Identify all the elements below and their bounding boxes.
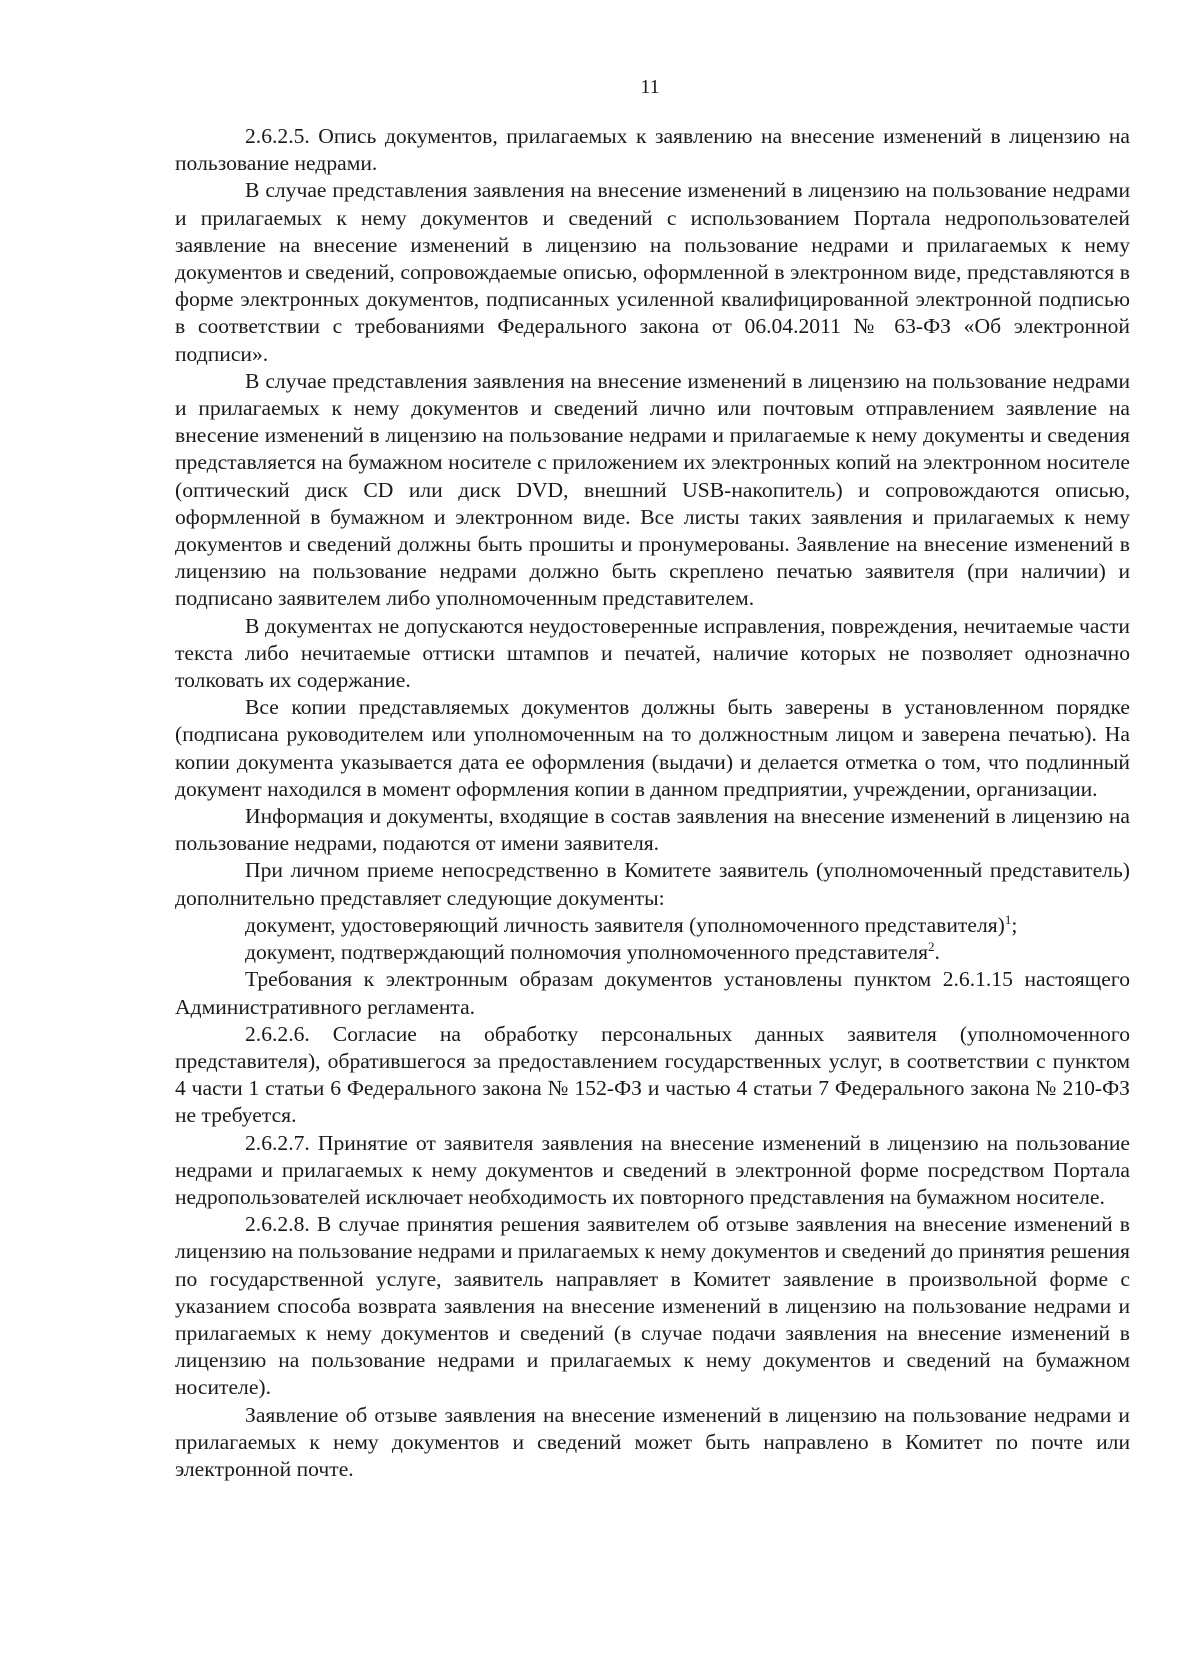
- footnote-ref: 2: [928, 938, 935, 954]
- list-item-authority-document: [175, 939, 1130, 966]
- list-item-punct: .: [934, 940, 940, 965]
- paragraph-electronic-images: Требования к электронным образам документов установлены пунктом 2.6.1.15 настоящего Административного регламента.: [175, 967, 1130, 1019]
- paragraph-portal-submission: В случае представления заявления на внесение изменений в лицензию на пользование недрами и прилагаемых к нему документов и сведений с использованием Портала недропользователей заявление на внесение изменений в лицензию на пользование недрами и прилагаемых к нему документов и сведений, сопровождаемые описью, оформленной в электронном виде, представляются в форме электронных документов, подписанных усиленной квалифицированной электронной подписью в соответствии с требованиями Федерального закона от 06.04.2011 № 63-ФЗ «Об электронной подписи».: [175, 178, 1130, 366]
- paragraph-withdrawal-delivery: Заявление об отзыве заявления на внесение изменений в лицензию на пользование недрами и прилагаемых к нему документов и сведений может быть направлено в Комитет по почте или электронной почте.: [175, 1402, 1130, 1481]
- list-item-text: документ, удостоверяющий личность заявителя (уполномоченного представителя): [245, 912, 1005, 937]
- paragraph-certified-copies: Все копии представляемых документов должны быть заверены в установленном порядке (подписана руководителем или уполномоченным на то должностным лицом и заверена печатью). На копии документа указывается дата ее оформления (выдачи) и делается отметка о том, что подлинный документ находился в момент оформления копии в данном предприятии, учреждении, организации.: [175, 695, 1130, 801]
- page-number: 11: [640, 76, 660, 98]
- document-body: [175, 123, 1130, 1483]
- paragraph-2-6-2-8: 2.6.2.8. В случае принятия решения заявителем об отзыве заявления на внесение изменений в лицензию на пользование недрами и прилагаемых к нему документов и сведений до принятия решения по государственной услуге, заявитель направляет в Комитет заявление в произвольной форме с указанием способа возврата заявления на внесение изменений в лицензию на пользование недрами и прилагаемых к нему документов и сведений (в случае подачи заявления на внесение изменений в лицензию на пользование недрами и прилагаемых к нему документов и сведений на бумажном носителе).: [175, 1212, 1130, 1400]
- list-item-identity-document: [175, 912, 1130, 939]
- paragraph-personal-reception: При личном приеме непосредственно в Комитете заявитель (уполномоченный представитель) дополнительно представляет следующие документы:: [175, 858, 1130, 910]
- paragraph-applicant-name: Информация и документы, входящие в состав заявления на внесение изменений в лицензию на пользование недрами, подаются от имени заявителя.: [175, 804, 1130, 856]
- list-item-text: документ, подтверждающий полномочия уполномоченного представителя: [245, 940, 929, 965]
- paragraph-2-6-2-7: 2.6.2.7. Принятие от заявителя заявления на внесение изменений в лицензию на пользование недрами и прилагаемых к нему документов и сведений в электронной форме посредством Портала недропользователей исключает необходимость их повторного представления на бумажном носителе.: [175, 1130, 1130, 1209]
- list-item-punct: ;: [1011, 912, 1018, 937]
- paragraph-corrections-prohibited: В документах не допускаются неудостоверенные исправления, повреждения, нечитаемые части текста либо нечитаемые оттиски штампов и печатей, наличие которых не позволяет однозначно толковать их содержание.: [175, 613, 1130, 693]
- paragraph-2-6-2-5: 2.6.2.5. Опись документов, прилагаемых к заявлению на внесение изменений в лицензию на пользование недрами.: [175, 124, 1130, 176]
- paragraph-2-6-2-6: 2.6.2.6. Согласие на обработку персональных данных заявителя (уполномоченного представителя), обратившегося за предоставлением государственных услуг, в соответствии с пунктом 4 части 1 статьи 6 Федерального закона № 152-ФЗ и частью 4 статьи 7 Федерального закона № 210-ФЗ не требуется.: [175, 1021, 1130, 1128]
- paragraph-paper-submission: В случае представления заявления на внесение изменений в лицензию на пользование недрами и прилагаемых к нему документов и сведений лично или почтовым отправлением заявление на внесение изменений в лицензию на пользование недрами и прилагаемые к нему документы и сведения представляется на бумажном носителе с приложением их электронных копий на электронном носителе (оптический диск CD или диск DVD, внешний USB-накопитель) и сопровождаются описью, оформленной в бумажном и электронном виде. Все листы таких заявления и прилагаемых к нему документов и сведений должны быть прошиты и пронумерованы. Заявление на внесение изменений в лицензию на пользование недрами должно быть скреплено печатью заявителя (при наличии) и подписано заявителем либо уполномоченным представителем.: [175, 368, 1130, 611]
- footnote-ref: 1: [1004, 911, 1012, 927]
